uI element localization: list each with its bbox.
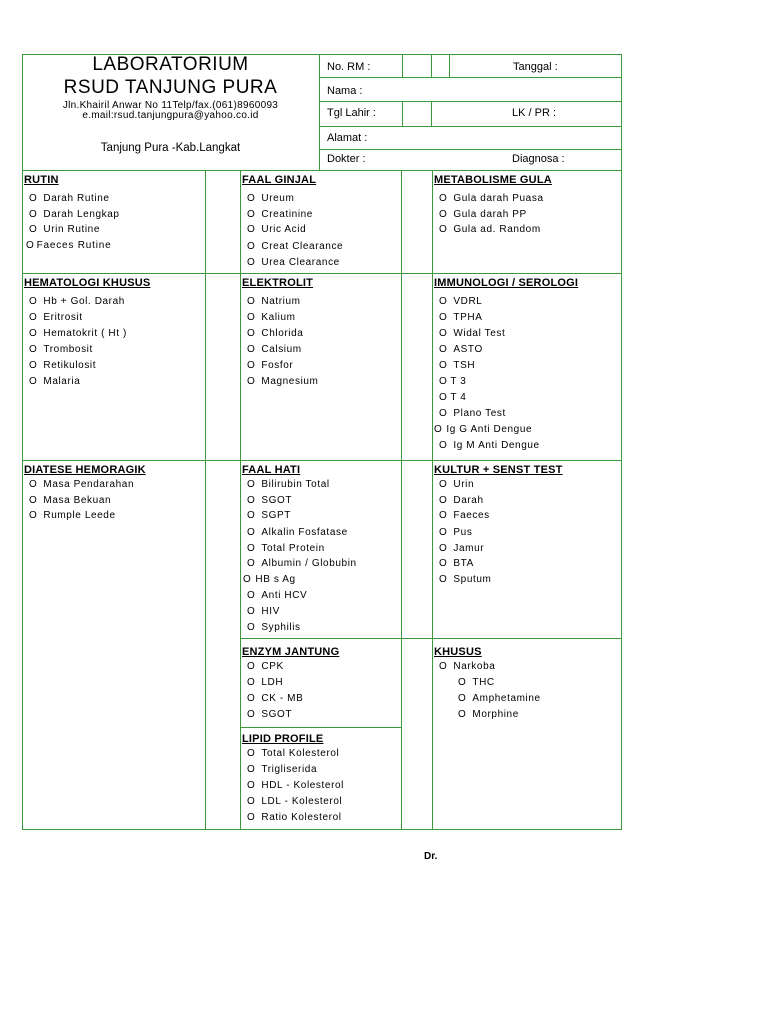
test-option[interactable]: O Hb + Gol. Darah [29, 294, 125, 310]
checkbox-circle-icon: O [247, 558, 256, 569]
checkbox-circle-icon: O [29, 376, 38, 387]
checkbox-circle-icon: O [439, 376, 448, 387]
test-option[interactable]: O Urea Clearance [247, 255, 340, 271]
section-faal-hati-title: FAAL HATI [242, 464, 301, 476]
checkbox-circle-icon: O [247, 257, 256, 268]
test-option[interactable]: O Creatinine [247, 207, 313, 223]
test-option[interactable]: O Masa Bekuan [29, 493, 111, 509]
checkbox-circle-icon: O [26, 240, 35, 251]
checkbox-circle-icon: O [247, 748, 256, 759]
test-option[interactable]: O Darah Rutine [29, 191, 110, 207]
test-option[interactable]: O Alkalin Fosfatase [247, 525, 348, 541]
checkbox-circle-icon: O [247, 796, 256, 807]
test-option[interactable]: O Ratio Kolesterol [247, 810, 342, 826]
section-immunologi-title: IMMUNOLOGI / SEROLOGI [434, 277, 579, 289]
test-option[interactable]: O Narkoba [439, 659, 495, 675]
section-rutin-title: RUTIN [24, 174, 59, 186]
test-option[interactable]: O Hematokrit ( Ht ) [29, 326, 127, 342]
checkbox-circle-icon: O [439, 328, 448, 339]
section-faal-ginjal-title: FAAL GINJAL [242, 174, 317, 186]
test-option[interactable]: O SGOT [247, 493, 292, 509]
address: Jln.Khairil Anwar No 11Telp/fax.(061)8960093 [62, 100, 279, 111]
test-option[interactable]: O Fosfor [247, 358, 293, 374]
checkbox-circle-icon: O [247, 495, 256, 506]
test-option[interactable]: O Masa Pendarahan [29, 477, 134, 493]
checkbox-circle-icon: O [29, 495, 38, 506]
checkbox-circle-icon: O [29, 224, 38, 235]
checkbox-circle-icon: O [29, 209, 38, 220]
checkbox-circle-icon: O [439, 312, 448, 323]
checkbox-circle-icon: O [439, 193, 448, 204]
checkbox-circle-icon: O [439, 510, 448, 521]
test-option[interactable]: O Darah Lengkap [29, 207, 120, 223]
test-option[interactable]: O Gula darah Puasa [439, 191, 544, 207]
checkbox-circle-icon: O [439, 558, 448, 569]
test-option[interactable]: O VDRL [439, 294, 482, 310]
test-option[interactable]: O Total Kolesterol [247, 746, 339, 762]
checkbox-circle-icon: O [247, 344, 256, 355]
section-khusus-title: KHUSUS [434, 646, 482, 658]
lab-title: LABORATORIUM [92, 54, 249, 75]
checkbox-circle-icon: O [439, 209, 448, 220]
test-option[interactable]: O Total Protein [247, 541, 325, 557]
test-option[interactable]: O TSH [439, 358, 475, 374]
checkbox-circle-icon: O [439, 527, 448, 538]
test-option[interactable]: O Urin [439, 477, 474, 493]
section-lipid-title: LIPID PROFILE [242, 733, 324, 745]
test-option[interactable]: O Uric Acid [247, 222, 306, 238]
test-option[interactable]: O SGOT [247, 707, 292, 723]
checkbox-circle-icon: O [247, 360, 256, 371]
test-option[interactable]: O LDL - Kolesterol [247, 794, 342, 810]
test-option[interactable]: O Malaria [29, 374, 80, 390]
test-option[interactable]: O Ig G Anti Dengue [434, 422, 532, 438]
checkbox-circle-icon: O [439, 344, 448, 355]
test-option[interactable]: O Syphilis [247, 620, 301, 636]
checkbox-circle-icon: O [439, 661, 448, 672]
test-option[interactable]: O Retikulosit [29, 358, 96, 374]
test-option[interactable]: O TPHA [439, 310, 482, 326]
checkbox-circle-icon: O [434, 424, 443, 435]
test-option[interactable]: O Ureum [247, 191, 294, 207]
checkbox-circle-icon: O [458, 693, 467, 704]
checkbox-circle-icon: O [247, 193, 256, 204]
test-option[interactable]: O Morphine [458, 707, 519, 723]
checkbox-circle-icon: O [247, 622, 256, 633]
checkbox-circle-icon: O [247, 527, 256, 538]
test-option[interactable]: O Widal Test [439, 326, 505, 342]
checkbox-circle-icon: O [29, 328, 38, 339]
test-option[interactable]: O Faeces [439, 508, 490, 524]
section-kultur-title: KULTUR + SENST TEST [434, 464, 563, 476]
no-rm-label: No. RM : [327, 61, 371, 73]
checkbox-circle-icon: O [247, 606, 256, 617]
checkbox-circle-icon: O [243, 574, 252, 585]
checkbox-circle-icon: O [247, 209, 256, 220]
tgl-lahir-label: Tgl Lahir : [327, 107, 376, 119]
test-option[interactable]: O Gula ad. Random [439, 222, 541, 238]
test-option[interactable]: O Trombosit [29, 342, 93, 358]
test-option[interactable]: O Jamur [439, 541, 484, 557]
test-option[interactable]: O Darah [439, 493, 484, 509]
test-option[interactable]: O Urin Rutine [29, 222, 100, 238]
checkbox-circle-icon: O [439, 408, 448, 419]
test-option[interactable]: O LDH [247, 675, 283, 691]
checkbox-circle-icon: O [247, 479, 256, 490]
checkbox-circle-icon: O [29, 360, 38, 371]
checkbox-circle-icon: O [247, 241, 256, 252]
section-elektrolit-title: ELEKTROLIT [242, 277, 314, 289]
checkbox-circle-icon: O [247, 764, 256, 775]
test-option[interactable]: O HDL - Kolesterol [247, 778, 344, 794]
checkbox-circle-icon: O [247, 312, 256, 323]
test-option[interactable]: O Magnesium [247, 374, 318, 390]
test-option[interactable]: O Plano Test [439, 406, 506, 422]
checkbox-circle-icon: O [439, 360, 448, 371]
test-option[interactable]: O Faeces Rutine [26, 238, 111, 254]
checkbox-circle-icon: O [247, 780, 256, 791]
checkbox-circle-icon: O [439, 224, 448, 235]
hospital-name: RSUD TANJUNG PURA [63, 77, 278, 98]
checkbox-circle-icon: O [29, 193, 38, 204]
checkbox-circle-icon: O [439, 296, 448, 307]
lk-pr-label: LK / PR : [512, 107, 557, 119]
checkbox-circle-icon: O [29, 479, 38, 490]
test-option[interactable]: O SGPT [247, 508, 291, 524]
checkbox-circle-icon: O [247, 693, 256, 704]
test-option[interactable]: O Eritrosit [29, 310, 83, 326]
checkbox-circle-icon: O [439, 574, 448, 585]
checkbox-circle-icon: O [247, 543, 256, 554]
checkbox-circle-icon: O [439, 392, 448, 403]
checkbox-circle-icon: O [29, 344, 38, 355]
test-option[interactable]: O Sputum [439, 572, 491, 588]
checkbox-circle-icon: O [458, 677, 467, 688]
test-option[interactable]: O HIV [247, 604, 280, 620]
checkbox-circle-icon: O [247, 328, 256, 339]
test-option[interactable]: O Pus [439, 525, 472, 541]
test-option[interactable]: O Chlorida [247, 326, 303, 342]
checkbox-circle-icon: O [29, 312, 38, 323]
checkbox-circle-icon: O [247, 677, 256, 688]
tanggal-label: Tanggal : [513, 61, 558, 73]
checkbox-circle-icon: O [247, 812, 256, 823]
test-option[interactable]: O Calsium [247, 342, 302, 358]
test-option[interactable]: O T 4 [439, 390, 466, 406]
email: e.mail:rsud.tanjungpura@yahoo.co.id [82, 110, 259, 121]
checkbox-circle-icon: O [29, 296, 38, 307]
test-option[interactable]: O Creat Clearance [247, 239, 343, 255]
test-option[interactable]: O CK - MB [247, 691, 303, 707]
doctor-signature-label: Dr. [424, 851, 438, 862]
alamat-label: Alamat : [327, 132, 368, 144]
test-option[interactable]: O Rumple Leede [29, 508, 116, 524]
test-option[interactable]: O CPK [247, 659, 284, 675]
test-option[interactable]: O Natrium [247, 294, 301, 310]
checkbox-circle-icon: O [247, 510, 256, 521]
nama-label: Nama : [327, 85, 363, 97]
dokter-label: Dokter : [327, 153, 366, 165]
test-option[interactable]: O BTA [439, 556, 474, 572]
test-option[interactable]: O Bilirubin Total [247, 477, 330, 493]
test-option[interactable]: O Gula darah PP [439, 207, 527, 223]
test-option[interactable]: O Albumin / Globubin [247, 556, 357, 572]
checkbox-circle-icon: O [247, 709, 256, 720]
checkbox-circle-icon: O [247, 296, 256, 307]
checkbox-circle-icon: O [247, 376, 256, 387]
checkbox-circle-icon: O [458, 709, 467, 720]
checkbox-circle-icon: O [247, 224, 256, 235]
test-option[interactable]: O Anti HCV [247, 588, 307, 604]
test-option[interactable]: O HB s Ag [243, 572, 296, 588]
city: Tanjung Pura -Kab.Langkat [100, 142, 241, 154]
checkbox-circle-icon: O [247, 661, 256, 672]
checkbox-circle-icon: O [439, 543, 448, 554]
test-option[interactable]: O Ig M Anti Dengue [439, 438, 540, 454]
test-option[interactable]: O T 3 [439, 374, 466, 390]
test-option[interactable]: O Trigliserida [247, 762, 317, 778]
section-hematologi-khusus-title: HEMATOLOGI KHUSUS [24, 277, 151, 289]
diagnosa-label: Diagnosa : [512, 153, 565, 165]
checkbox-circle-icon: O [439, 479, 448, 490]
test-option[interactable]: O ASTO [439, 342, 483, 358]
checkbox-circle-icon: O [439, 440, 448, 451]
checkbox-circle-icon: O [439, 495, 448, 506]
section-metabolisme-gula-title: METABOLISME GULA [434, 174, 552, 186]
test-option[interactable]: O THC [458, 675, 495, 691]
section-enzym-title: ENZYM JANTUNG [242, 646, 340, 658]
test-option[interactable]: O Kalium [247, 310, 296, 326]
checkbox-circle-icon: O [29, 510, 38, 521]
checkbox-circle-icon: O [247, 590, 256, 601]
test-option[interactable]: O Amphetamine [458, 691, 541, 707]
section-diatese-title: DIATESE HEMORAGIK [24, 464, 146, 476]
